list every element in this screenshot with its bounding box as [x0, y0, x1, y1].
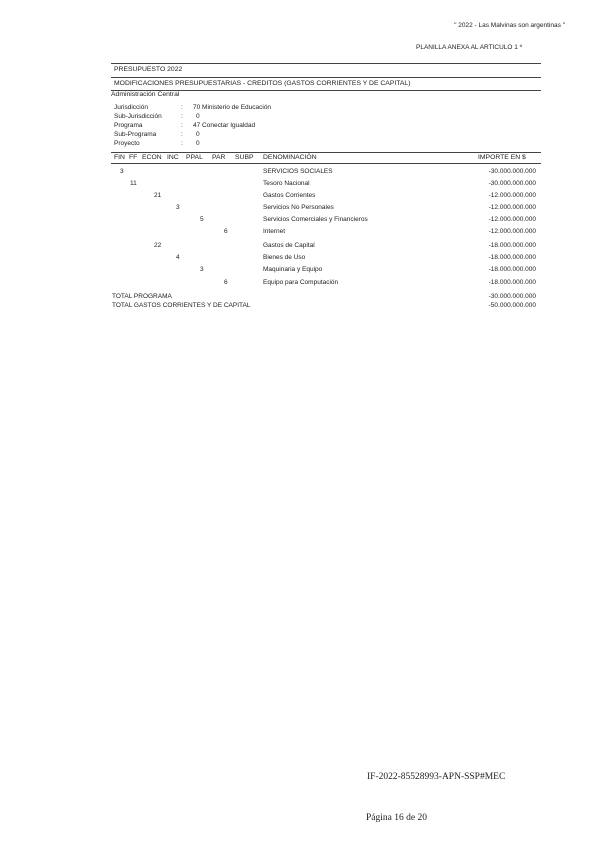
- row-code: 4: [176, 254, 180, 261]
- row-denomination: Tesoro Nacional: [263, 180, 310, 187]
- row-code: 11: [130, 180, 137, 187]
- table-row: [0, 254, 595, 263]
- row-amount: -30.000.000.000: [488, 168, 536, 175]
- col-ff: FF: [129, 154, 138, 161]
- col-inc: INC: [167, 154, 179, 161]
- row-denomination: Servicios Comerciales y Financieros: [263, 216, 368, 223]
- row-code: 3: [200, 266, 204, 273]
- table-row: [0, 266, 595, 275]
- total-amount: -50.000.000.000: [488, 302, 536, 309]
- total-row: [0, 293, 595, 302]
- table-row: [0, 192, 595, 201]
- table-row: [0, 216, 595, 225]
- header-motto: " 2022 - Las Malvinas son argentinas ": [454, 22, 565, 29]
- row-code: 5: [200, 216, 204, 223]
- table-row: [0, 180, 595, 189]
- document-id: IF-2022-85528993-APN-SSP#MEC: [367, 772, 506, 782]
- row-denomination: Gastos de Capital: [263, 242, 315, 249]
- row-amount: -12.000.000.000: [488, 204, 536, 211]
- page-number: Página 16 de 20: [366, 813, 427, 823]
- info-value: 0: [196, 113, 200, 120]
- total-row: [0, 302, 595, 311]
- divider: [111, 152, 541, 153]
- info-colon: :: [181, 140, 183, 147]
- row-code: 21: [154, 192, 162, 199]
- info-colon: :: [181, 131, 183, 138]
- row-amount: -12.000.000.000: [488, 228, 536, 235]
- budget-subtitle: MODIFICACIONES PRESUPUESTARIAS - CREDITOS (GASTOS CORRIENTES Y DE CAPITAL): [114, 80, 411, 87]
- row-code: 6: [224, 279, 228, 286]
- admin-label: Administración Central: [111, 91, 180, 98]
- row-denomination: Internet: [263, 228, 286, 235]
- col-denominacion: DENOMINACIÓN: [263, 154, 317, 161]
- annex-title: PLANILLA ANEXA AL ARTICULO 1 º: [416, 44, 523, 51]
- info-colon: :: [181, 104, 183, 111]
- info-value: 0: [196, 140, 200, 147]
- row-denomination: Equipo para Computación: [263, 279, 339, 286]
- row-code: 3: [120, 168, 124, 175]
- table-row: [0, 228, 595, 237]
- total-amount: -30.000.000.000: [488, 293, 536, 300]
- info-label: Proyecto: [114, 140, 140, 147]
- info-label: Programa: [114, 122, 143, 129]
- table-row: [0, 279, 595, 288]
- row-amount: -18.000.000.000: [488, 266, 536, 273]
- row-denomination: SERVICIOS SOCIALES: [263, 168, 333, 175]
- table-row: [0, 168, 595, 177]
- total-label: TOTAL GASTOS CORRIENTES Y DE CAPITAL: [112, 302, 251, 309]
- row-amount: -18.000.000.000: [488, 254, 536, 261]
- divider: [111, 63, 541, 64]
- info-value: 47 Conectar Igualdad: [193, 122, 256, 129]
- col-par: PAR: [212, 154, 226, 161]
- divider: [111, 163, 541, 164]
- col-importe: IMPORTE EN $: [478, 154, 526, 161]
- row-amount: -30.000.000.000: [488, 180, 536, 187]
- budget-title: PRESUPUESTO 2022: [114, 66, 183, 73]
- info-value: 0: [196, 131, 200, 138]
- info-label: Jurisdicción: [114, 104, 148, 111]
- info-colon: :: [181, 113, 183, 120]
- col-subp: SUBP: [235, 154, 254, 161]
- col-ppal: PPAL: [186, 154, 203, 161]
- row-amount: -18.000.000.000: [488, 279, 536, 286]
- info-colon: :: [181, 122, 183, 129]
- info-label: Sub-Programa: [114, 131, 157, 138]
- row-denomination: Servicios No Personales: [263, 204, 334, 211]
- info-label: Sub-Jurisdicción: [114, 113, 162, 120]
- info-value: 70 Ministerio de Educación: [193, 104, 272, 111]
- divider: [111, 77, 541, 78]
- row-amount: -12.000.000.000: [488, 216, 536, 223]
- row-denomination: Maquinaria y Equipo: [263, 266, 323, 273]
- row-code: 3: [176, 204, 180, 211]
- col-econ: ECON: [142, 154, 162, 161]
- row-code: 22: [154, 242, 162, 249]
- row-code: 6: [224, 228, 228, 235]
- col-fin: FIN: [114, 154, 125, 161]
- row-amount: -12.000.000.000: [488, 192, 536, 199]
- row-denomination: Gastos Corrientes: [263, 192, 316, 199]
- table-row: [0, 204, 595, 213]
- row-amount: -18.000.000.000: [488, 242, 536, 249]
- table-row: [0, 242, 595, 251]
- total-label: TOTAL PROGRAMA: [112, 293, 172, 300]
- row-denomination: Bienes de Uso: [263, 254, 306, 261]
